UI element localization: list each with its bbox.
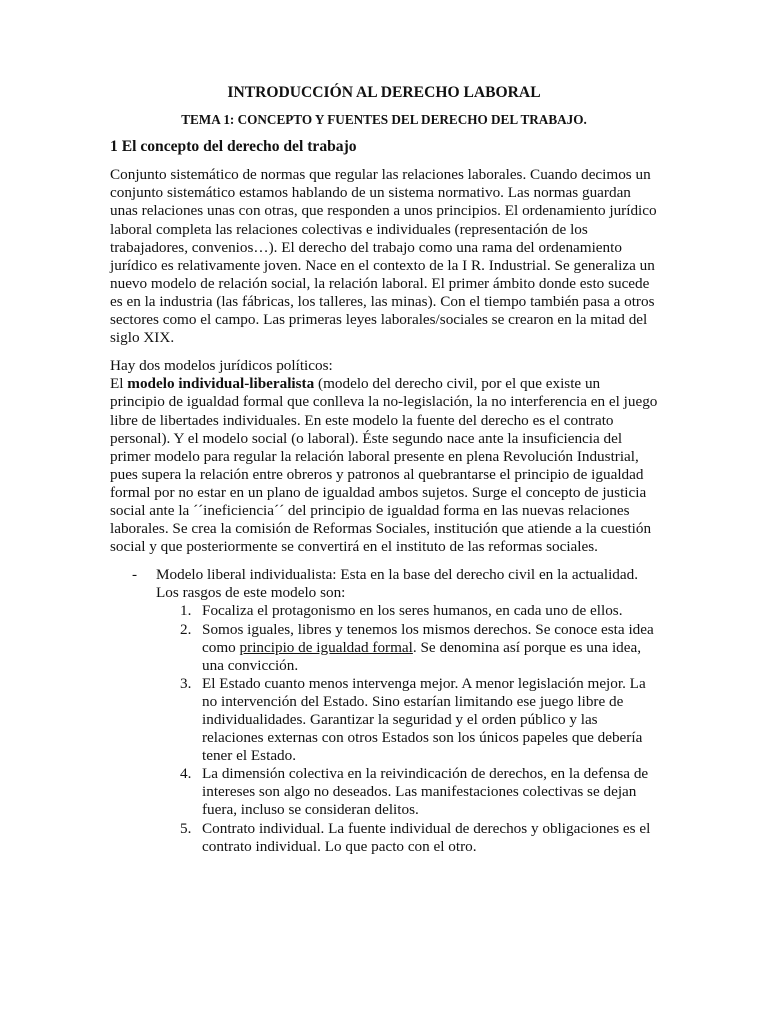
paragraph-models: [110, 357, 658, 556]
section-heading: 1 El concepto del derecho del trabajo: [110, 138, 357, 156]
document-page: [110, 84, 658, 856]
dash-bullet: -: [132, 566, 138, 584]
list-item: [156, 765, 658, 819]
paragraph-models-rest: (modelo del derecho civil, por el que existe un principio de igualdad formal que conlleva la no-legislación, la no interferencia en el juego libre de libertades individuales. En este modelo la fuente del derecho es el contrato personal). Y el modelo social (o laboral). Éste segundo nace ante la insuficiencia del primer modelo para regular la relación laboral presente en plena Revolución Industrial, pues supera la relación entre obreros y patronos al quebrantarse el principio de igualdad formal por no estar en un plano de igualdad ambos sujetos. Surge el concepto de justicia social ante la ´´ineficiencia´´ del principio de igualdad forma en las nuevas relaciones laborales. Se crea la comisión de Reformas Sociales, institución que atiende a la cuestión social y que posteriormente se convertirá en el instituto de las reformas sociales.: [110, 375, 658, 556]
document-title: INTRODUCCIÓN AL DERECHO LABORAL: [227, 84, 541, 101]
list-item-number: 4.: [180, 765, 192, 783]
list-item-number: 3.: [180, 674, 192, 692]
list-item: [156, 820, 658, 856]
list-item-number: 5.: [180, 819, 192, 837]
list-item-text: El Estado cuanto menos intervenga mejor. A menor legislación mejor. La no intervención del Estado. Sino estarían limitando ese juego libre de individualidades. Garantizar la seguridad y el orden público y las relaciones externas con otros Estados son los únicos papeles que debería tener el Estado.: [202, 674, 646, 765]
paragraph-models-intro: Hay dos modelos jurídicos políticos:: [110, 357, 333, 375]
list-item-number: 2.: [180, 620, 192, 638]
list-item-text-after: . Se denomina así porque es una idea, una convicción.: [202, 638, 642, 674]
document-subtitle: TEMA 1: CONCEPTO Y FUENTES DEL DERECHO DEL TRABAJO.: [181, 112, 587, 128]
dash-list-item: [110, 566, 658, 856]
paragraph-concept: Conjunto sistemático de normas que regular las relaciones laborales. Cuando decimos un conjunto sistemático estamos hablando de un sistema normativo. Las normas guardan unas relaciones unas con otras, que responden a unos principios. El ordenamiento jurídico laboral completa las relaciones colectivas e individuales (representación de los trabajadores, convenios…). El derecho del trabajo como una rama del ordenamiento jurídico es relativamente joven. Nace en el contexto de la I R. Industrial. Se generaliza un nuevo modelo de relación social, la relación laboral. El primer ámbito donde esto sucede es en la industria (las fábricas, los talleres, las minas). Con el tiempo también pasa a otros sectores como el campo. Las primeras leyes laborales/sociales se crearon en la mitad del siglo XIX.: [110, 166, 657, 347]
list-item-text: Contrato individual. La fuente individual de derechos y obligaciones es el contrato individual. Lo que pacto con el otro.: [202, 819, 651, 855]
paragraph-models-lead: El: [110, 375, 128, 393]
list-item: [156, 621, 658, 675]
list-item-text: Focaliza el protagonismo en los seres humanos, en cada uno de ellos.: [202, 602, 623, 620]
list-item-text-before: Somos iguales, libres y tenemos los mismos derechos. Se conoce esta idea como: [202, 620, 654, 656]
underlined-term: principio de igualdad formal: [239, 638, 413, 656]
list-item: [156, 602, 658, 620]
list-item-text: La dimensión colectiva en la reivindicación de derechos, en la defensa de intereses son algo no deseados. Las manifestaciones colectivas se dejan fuera, incluso se consideran delitos.: [202, 765, 649, 819]
paragraph-models-bold-term: modelo individual-liberalista: [127, 375, 315, 393]
dash-list: [110, 566, 658, 856]
list-item-number: 1.: [180, 602, 192, 620]
paragraph-models-body: [110, 375, 658, 556]
list-item: [156, 675, 658, 765]
list-intro: Modelo liberal individualista: Esta en la base del derecho civil en la actualidad. Los rasgos de este modelo son:: [156, 566, 639, 602]
rasgos-list: [156, 602, 658, 855]
